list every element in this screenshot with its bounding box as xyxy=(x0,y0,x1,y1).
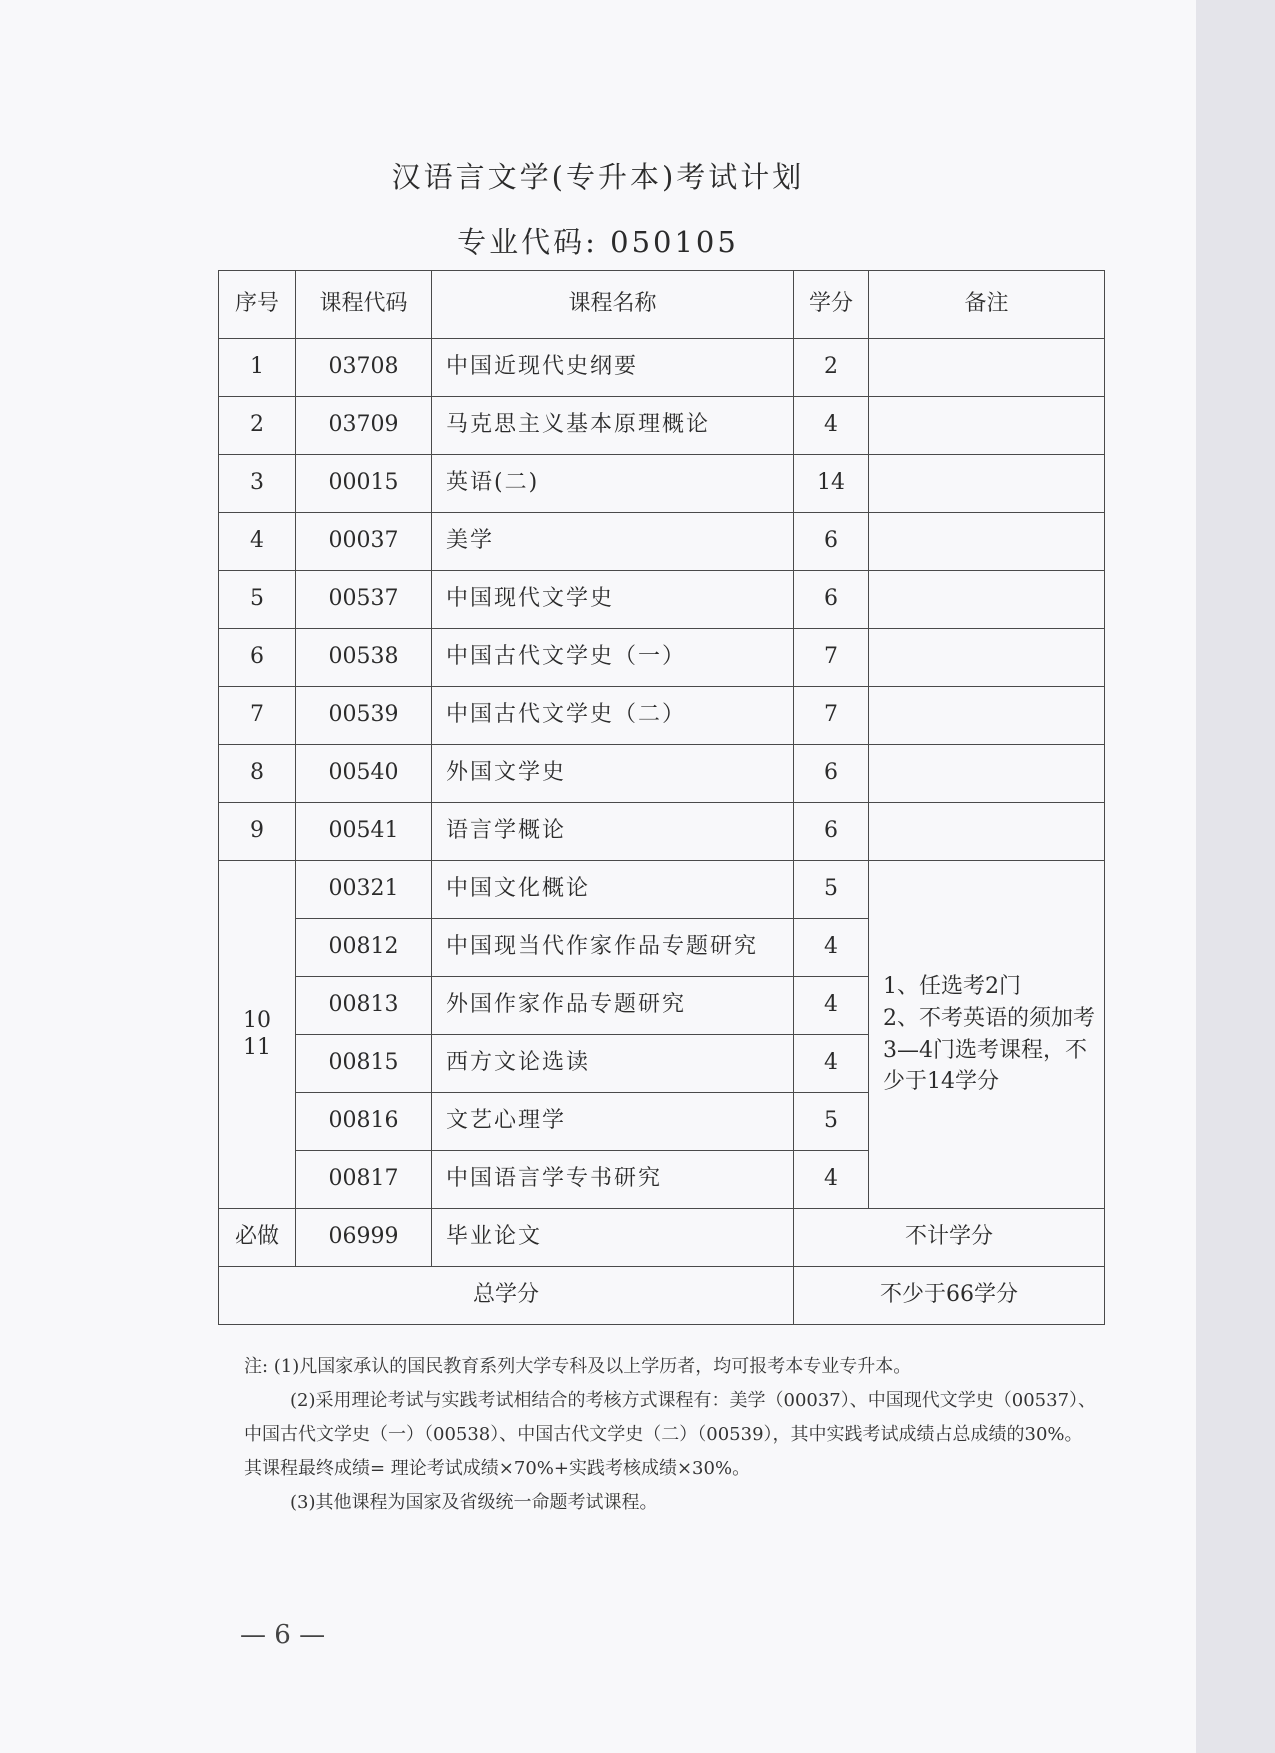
cell-name: 外国文学史 xyxy=(432,745,794,803)
cell-credit: 14 xyxy=(794,455,869,513)
total-value: 不少于66学分 xyxy=(794,1267,1105,1325)
cell-name: 西方文论选读 xyxy=(432,1035,794,1093)
cell-seq: 9 xyxy=(219,803,296,861)
table-row xyxy=(219,745,1105,803)
cell-code: 00813 xyxy=(296,977,432,1035)
cell-name: 中国现代文学史 xyxy=(432,571,794,629)
note-2: (2)采用理论考试与实践考试相结合的考核方式课程有：美学（00037）、中国现代文学史（00537）、中国古代文学史（一）（00538）、中国古代文学史（二）（00539），其中实践考试成绩占总成绩的30%。其课程最终成绩= 理论考试成绩×70%+实践考核成绩×30%。 xyxy=(244,1390,1097,1479)
elective-row xyxy=(219,861,1105,919)
cell-code: 00538 xyxy=(296,629,432,687)
cell-code: 06999 xyxy=(296,1209,432,1267)
cell-credit: 4 xyxy=(794,919,869,977)
cell-credit: 5 xyxy=(794,1093,869,1151)
cell-code: 00817 xyxy=(296,1151,432,1209)
cell-name: 中国文化概论 xyxy=(432,861,794,919)
header-credit: 学分 xyxy=(794,271,869,339)
cell-code: 00812 xyxy=(296,919,432,977)
cell-name: 外国作家作品专题研究 xyxy=(432,977,794,1035)
total-label: 总学分 xyxy=(219,1267,794,1325)
cell-code: 00816 xyxy=(296,1093,432,1151)
cell-name: 中国古代文学史（二） xyxy=(432,687,794,745)
document-title: 汉语言文学(专升本)考试计划 xyxy=(391,160,805,194)
cell-credit: 4 xyxy=(794,1151,869,1209)
cell-credit: 7 xyxy=(794,629,869,687)
table-row xyxy=(219,455,1105,513)
cell-code: 00539 xyxy=(296,687,432,745)
table-row xyxy=(219,687,1105,745)
elective-seq-a: 10 xyxy=(243,1008,271,1034)
cell-note xyxy=(869,687,1105,745)
cell-code: 03709 xyxy=(296,397,432,455)
elective-note-1: 1、任选考2门 xyxy=(883,973,1021,999)
thesis-credit-note: 不计学分 xyxy=(794,1209,1105,1267)
header-note: 备注 xyxy=(869,271,1105,339)
major-code: 专业代码: 050105 xyxy=(457,225,739,259)
cell-code: 00015 xyxy=(296,455,432,513)
table-row xyxy=(219,803,1105,861)
cell-name: 美学 xyxy=(432,513,794,571)
cell-seq: 4 xyxy=(219,513,296,571)
scan-edge xyxy=(1196,0,1275,1753)
table-header-row xyxy=(219,271,1105,339)
elective-note-2: 2、不考英语的须加考3—4门选考课程，不少于14学分 xyxy=(883,1005,1095,1095)
cell-name: 文艺心理学 xyxy=(432,1093,794,1151)
header-name: 课程名称 xyxy=(432,271,794,339)
cell-credit: 4 xyxy=(794,397,869,455)
table-row xyxy=(219,629,1105,687)
table-row xyxy=(219,571,1105,629)
thesis-row xyxy=(219,1209,1105,1267)
cell-code: 03708 xyxy=(296,339,432,397)
cell-code: 00537 xyxy=(296,571,432,629)
cell-credit: 2 xyxy=(794,339,869,397)
cell-seq: 1 xyxy=(219,339,296,397)
table-row xyxy=(219,339,1105,397)
notes-section xyxy=(244,1350,1099,1520)
cell-code: 00815 xyxy=(296,1035,432,1093)
cell-name: 中国近现代史纲要 xyxy=(432,339,794,397)
cell-name: 中国现当代作家作品专题研究 xyxy=(432,919,794,977)
table-row xyxy=(219,513,1105,571)
cell-seq: 6 xyxy=(219,629,296,687)
cell-name: 中国古代文学史（一） xyxy=(432,629,794,687)
cell-code: 00321 xyxy=(296,861,432,919)
cell-credit: 6 xyxy=(794,745,869,803)
cell-code: 00541 xyxy=(296,803,432,861)
cell-note xyxy=(869,571,1105,629)
note-1: 注: (1)凡国家承认的国民教育系列大学专科及以上学历者，均可报考本专业专升本。 xyxy=(244,1356,912,1377)
cell-name: 语言学概论 xyxy=(432,803,794,861)
cell-seq: 7 xyxy=(219,687,296,745)
cell-code: 00037 xyxy=(296,513,432,571)
cell-note xyxy=(869,745,1105,803)
cell-note xyxy=(869,455,1105,513)
cell-credit: 6 xyxy=(794,513,869,571)
cell-credit: 6 xyxy=(794,803,869,861)
cell-credit: 4 xyxy=(794,977,869,1035)
cell-credit: 7 xyxy=(794,687,869,745)
cell-seq: 必做 xyxy=(219,1209,296,1267)
cell-seq: 2 xyxy=(219,397,296,455)
total-row xyxy=(219,1267,1105,1325)
elective-seq-cell xyxy=(219,861,296,1209)
header-code: 课程代码 xyxy=(296,271,432,339)
note-3: (3)其他课程为国家及省级统一命题考试课程。 xyxy=(290,1492,658,1513)
cell-note xyxy=(869,629,1105,687)
cell-seq: 8 xyxy=(219,745,296,803)
cell-name: 中国语言学专书研究 xyxy=(432,1151,794,1209)
cell-credit: 4 xyxy=(794,1035,869,1093)
cell-credit: 6 xyxy=(794,571,869,629)
cell-seq: 3 xyxy=(219,455,296,513)
cell-note xyxy=(869,339,1105,397)
cell-note xyxy=(869,397,1105,455)
header-seq: 序号 xyxy=(219,271,296,339)
table-row xyxy=(219,397,1105,455)
cell-name: 英语(二) xyxy=(432,455,794,513)
cell-name: 毕业论文 xyxy=(432,1209,794,1267)
cell-note xyxy=(869,513,1105,571)
cell-code: 00540 xyxy=(296,745,432,803)
page-number: — 6 — xyxy=(240,1620,326,1650)
elective-note xyxy=(869,861,1105,1209)
exam-plan-table xyxy=(218,270,1105,1325)
cell-credit: 5 xyxy=(794,861,869,919)
elective-seq-b: 11 xyxy=(243,1034,271,1060)
cell-name: 马克思主义基本原理概论 xyxy=(432,397,794,455)
cell-seq: 5 xyxy=(219,571,296,629)
cell-note xyxy=(869,803,1105,861)
